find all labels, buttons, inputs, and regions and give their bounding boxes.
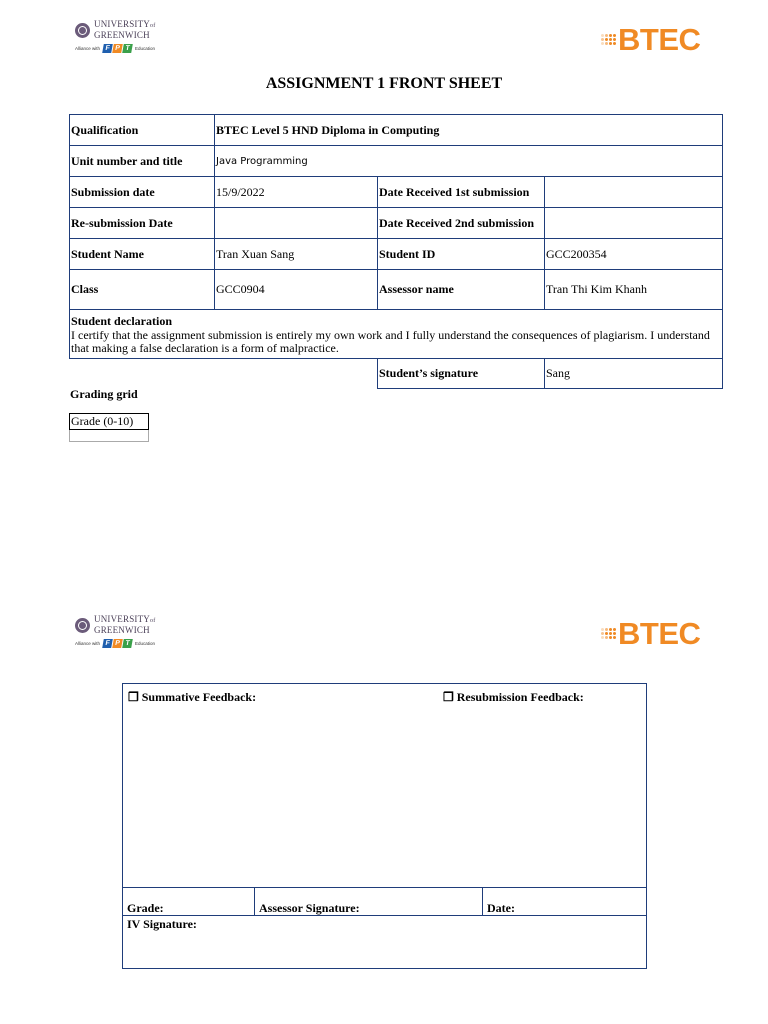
logo-text-of: of — [150, 618, 156, 624]
logo-text-university: UNIVERSITY — [94, 614, 150, 624]
assessor-name-value: Tran Thi Kim Khanh — [545, 270, 723, 310]
education-text: Education — [135, 641, 156, 646]
iv-signature-field: IV Signature: — [127, 917, 197, 931]
assessor-signature-field: Assessor Signature: — [255, 887, 483, 915]
logo-text-university: UNIVERSITY — [94, 19, 150, 29]
btec-wordmark: BTEC — [618, 22, 701, 57]
submission-date-value: 15/9/2022 — [215, 177, 378, 208]
grading-grid-table — [69, 413, 149, 442]
student-name-value: Tran Xuan Sang — [215, 239, 378, 270]
resubmission-date-label: Re-submission Date — [70, 208, 215, 239]
table-row — [70, 270, 723, 310]
unit-value: Java Programming — [215, 146, 723, 177]
student-signature-value: Sang — [545, 359, 723, 389]
grade-value — [70, 430, 149, 442]
declaration-text: I certify that the assignment submission is entirely my own work and I fully understand the consequences of plagiarism. I understand that making a false declaration is a form of malpractice. — [71, 328, 710, 355]
grading-grid-title: Grading grid — [70, 387, 138, 401]
resubmission-feedback-checkbox[interactable]: ❒ Resubmission Feedback: — [443, 690, 584, 704]
btec-logo — [601, 618, 700, 649]
fpt-logo: F P T — [103, 44, 133, 53]
feedback-box — [122, 683, 647, 969]
class-value: GCC0904 — [215, 270, 378, 310]
university-seal-icon — [75, 23, 90, 38]
table-row — [70, 115, 723, 146]
student-name-label: Student Name — [70, 239, 215, 270]
table-row — [70, 177, 723, 208]
assessor-name-label: Assessor name — [378, 270, 545, 310]
date-received-1-label: Date Received 1st submission — [378, 177, 545, 208]
btec-dots-icon — [601, 628, 616, 639]
table-row — [70, 239, 723, 270]
education-text: Education — [135, 46, 156, 51]
qualification-value: BTEC Level 5 HND Diploma in Computing — [215, 115, 723, 146]
front-sheet-table — [69, 114, 723, 359]
date-received-1-value — [545, 177, 723, 208]
student-signature-label: Student’s signature — [378, 359, 545, 389]
student-id-value: GCC200354 — [545, 239, 723, 270]
grade-field: Grade: — [123, 887, 255, 915]
signature-table — [377, 358, 723, 389]
student-id-label: Student ID — [378, 239, 545, 270]
date-received-2-label: Date Received 2nd submission — [378, 208, 545, 239]
submission-date-label: Submission date — [70, 177, 215, 208]
university-of-greenwich-logo — [75, 615, 155, 648]
date-field: Date: — [487, 901, 515, 915]
logo-text-greenwich: GREENWICH — [94, 625, 150, 635]
btec-logo — [601, 24, 700, 55]
logo-text-greenwich: GREENWICH — [94, 30, 150, 40]
grade-label: Grade (0-10) — [70, 414, 149, 430]
fpt-logo: F P T — [103, 639, 133, 648]
btec-dots-icon — [601, 34, 616, 45]
alliance-text: Alliance with — [75, 641, 101, 646]
table-row — [70, 146, 723, 177]
class-label: Class — [70, 270, 215, 310]
table-row — [378, 359, 723, 389]
declaration-heading: Student declaration — [71, 314, 173, 328]
page-title: ASSIGNMENT 1 FRONT SHEET — [265, 75, 503, 92]
qualification-label: Qualification — [70, 115, 215, 146]
unit-label: Unit number and title — [70, 146, 215, 177]
logo-text-of: of — [150, 23, 156, 29]
student-declaration — [70, 310, 723, 359]
table-row — [70, 310, 723, 359]
btec-wordmark: BTEC — [618, 616, 701, 651]
alliance-text: Alliance with — [75, 46, 101, 51]
university-seal-icon — [75, 618, 90, 633]
date-received-2-value — [545, 208, 723, 239]
table-row — [70, 208, 723, 239]
summative-feedback-checkbox[interactable]: ❒ Summative Feedback: — [128, 690, 257, 704]
university-of-greenwich-logo — [75, 20, 155, 53]
resubmission-date-value — [215, 208, 378, 239]
